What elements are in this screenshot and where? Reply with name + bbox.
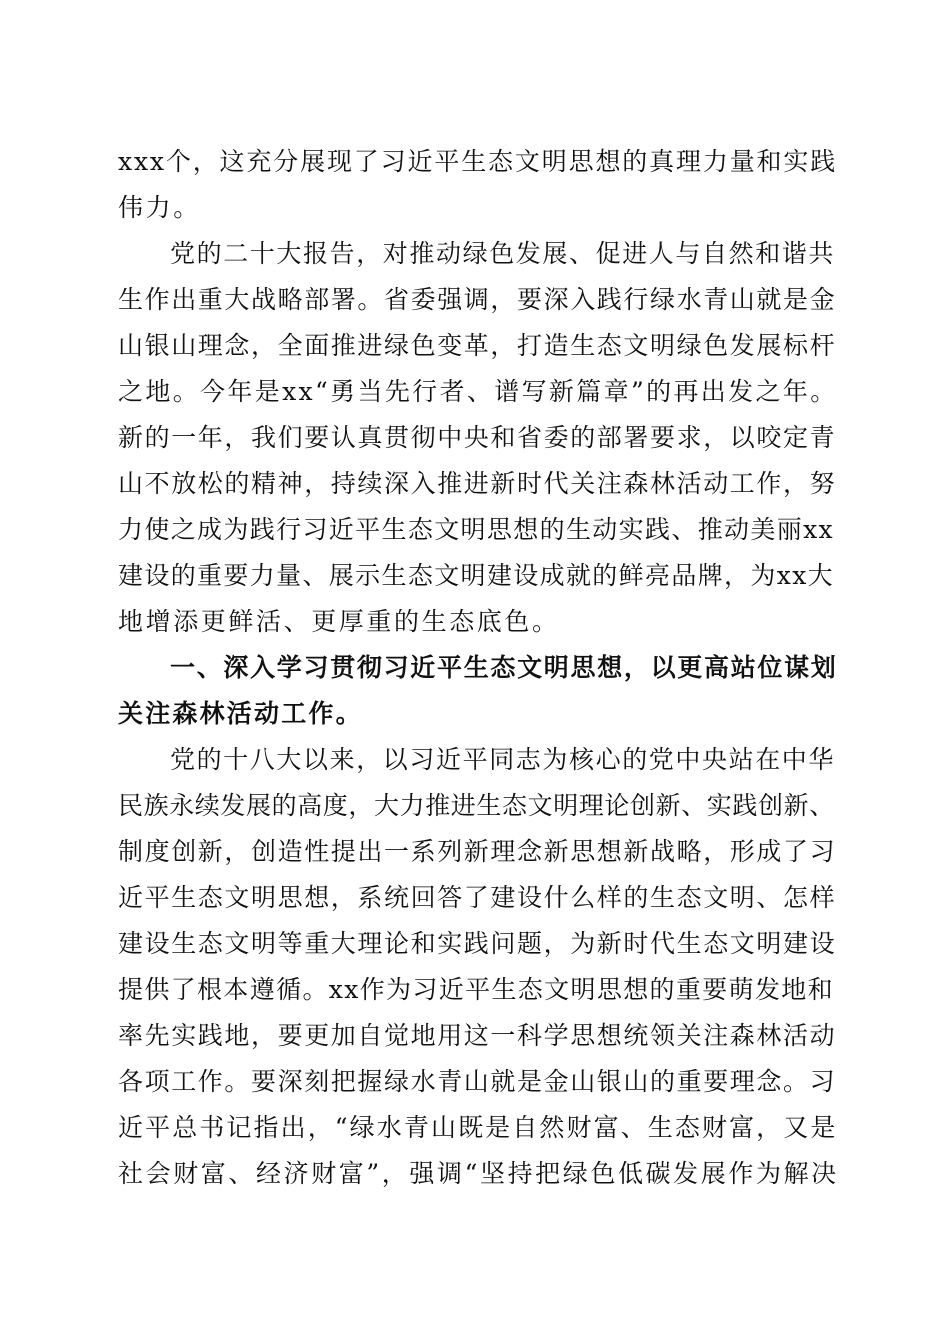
body-text-line: 生作出重大战略部署。省委强调，要深入践行绿水青山就是金 xyxy=(118,285,837,314)
body-text-line: 伟力。 xyxy=(118,193,201,222)
body-text-line: 近平生态文明思想，系统回答了建设什么样的生态文明、怎样 xyxy=(118,883,837,912)
body-text-line: xxx个，这充分展现了习近平生态文明思想的真理力量和实践 xyxy=(118,147,838,176)
paragraph-first-line: 党的二十大报告，对推动绿色发展、促进人与自然和谐共 xyxy=(170,239,836,268)
body-text-line: 建设的重要力量、展示生态文明建设成就的鲜亮品牌，为xx大 xyxy=(118,561,835,590)
body-text-line: 率先实践地，要更加自觉地用这一科学思想统领关注森林活动 xyxy=(118,1021,837,1050)
body-text-line: 地增添更鲜活、更厚重的生态底色。 xyxy=(118,607,560,636)
body-text-line: 社会财富、经济财富”，强调“坚持把绿色低碳发展作为解决 xyxy=(118,1159,839,1188)
section-heading-continued: 关注森林活动工作。 xyxy=(118,699,363,728)
body-text-line: 山银山理念，全面推进绿色变革，打造生态文明绿色发展标杆 xyxy=(118,331,837,360)
body-text-line: 力使之成为践行习近平生态文明思想的生动实践、推动美丽xx xyxy=(118,515,835,544)
section-heading: 一、深入学习贯彻习近平生态文明思想，以更高站位谋划 xyxy=(170,653,838,682)
body-text-line: 提供了根本遵循。xx作为习近平生态文明思想的重要萌发地和 xyxy=(118,975,835,1004)
body-text-line: 建设生态文明等重大理论和实践问题，为新时代生态文明建设 xyxy=(118,929,837,958)
paragraph-first-line: 党的十八大以来，以习近平同志为核心的党中央站在中华 xyxy=(170,745,836,774)
body-text-line: 制度创新，创造性提出一系列新理念新思想新战略，形成了习 xyxy=(118,837,837,866)
body-text-line: 新的一年，我们要认真贯彻中央和省委的部署要求，以咬定青 xyxy=(118,423,837,452)
body-text-line: 各项工作。要深刻把握绿水青山就是金山银山的重要理念。习 xyxy=(118,1067,837,1096)
body-text-line: 山不放松的精神，持续深入推进新时代关注森林活动工作，努 xyxy=(118,469,837,498)
body-text-line: 之地。今年是xx“勇当先行者、谱写新篇章”的再出发之年。 xyxy=(118,377,838,406)
body-text-line: 近平总书记指出，“绿水青山既是自然财富、生态财富，又是 xyxy=(118,1113,838,1142)
body-text-line: 民族永续发展的高度，大力推进生态文明理论创新、实践创新、 xyxy=(118,791,835,820)
